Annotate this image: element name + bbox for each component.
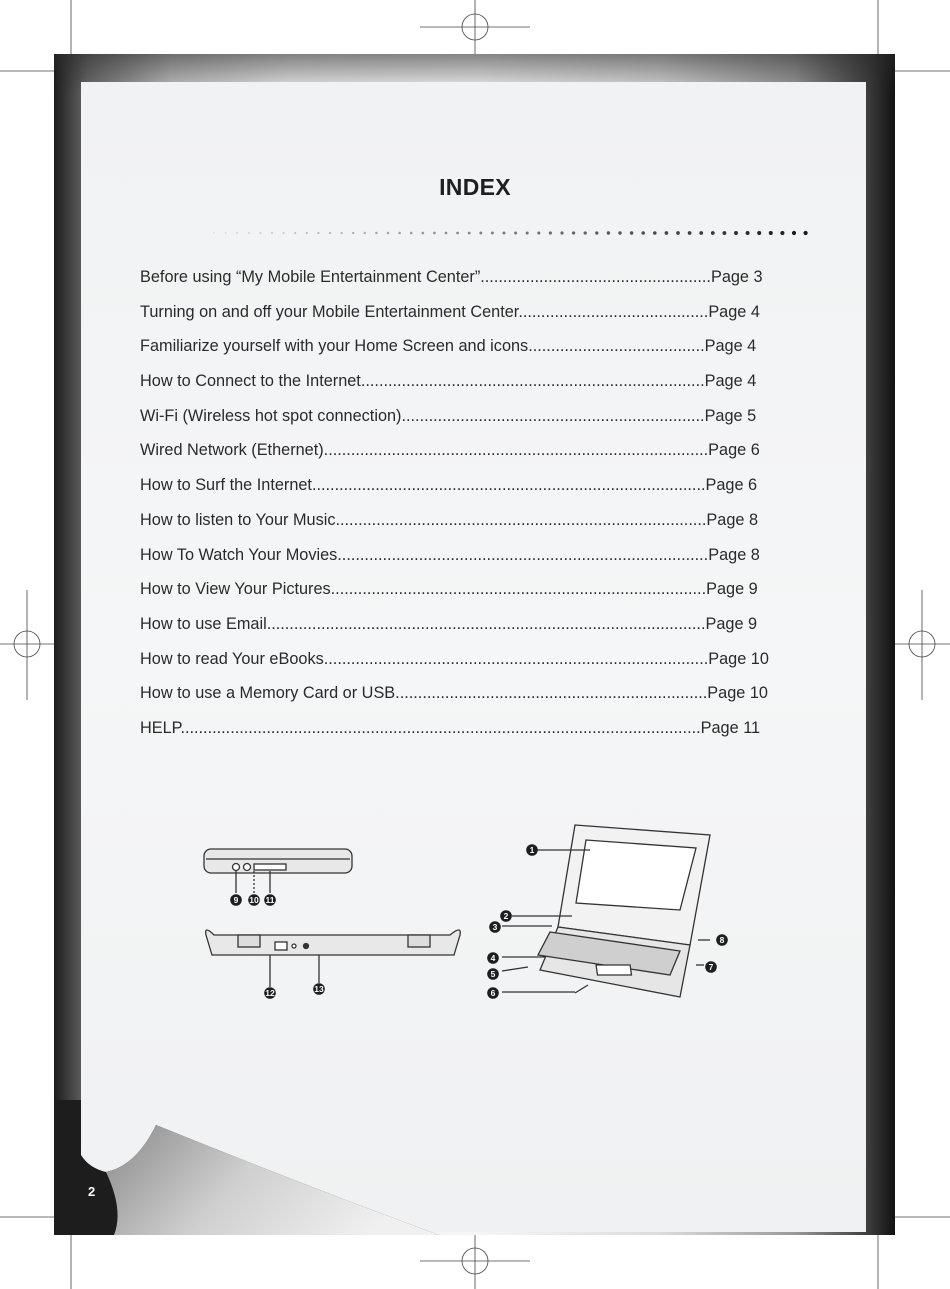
toc-entry-page: Page 9 bbox=[705, 614, 758, 633]
callout-7: 7 bbox=[708, 962, 714, 972]
divider-dot bbox=[433, 232, 436, 235]
divider-dot bbox=[526, 231, 529, 234]
divider-dot bbox=[676, 231, 680, 235]
divider-dot bbox=[352, 232, 354, 234]
divider-dot bbox=[445, 232, 448, 235]
divider-dot bbox=[306, 232, 308, 234]
divider-dot bbox=[584, 231, 587, 234]
divider-dot bbox=[468, 232, 471, 235]
divider-dot bbox=[769, 231, 773, 235]
toc-entry-page: Page 10 bbox=[708, 649, 769, 668]
divider-dot bbox=[225, 232, 227, 234]
page-number: 2 bbox=[88, 1184, 96, 1199]
side-view-drawing bbox=[204, 849, 352, 893]
divider-dot bbox=[236, 232, 238, 234]
divider-dot bbox=[514, 231, 517, 234]
toc-entry-page: Page 4 bbox=[708, 302, 760, 321]
divider-dot bbox=[641, 231, 645, 235]
toc-entry bbox=[140, 370, 820, 405]
divider-dot bbox=[549, 231, 552, 234]
divider-dot bbox=[317, 232, 319, 234]
toc-entry-page: Page 8 bbox=[708, 545, 760, 564]
toc-entry-title: Before using “My Mobile Entertainment Center” bbox=[140, 268, 481, 286]
toc-entry-page: Page 11 bbox=[700, 718, 761, 737]
toc-entry-title: Wired Network (Ethernet) bbox=[140, 441, 324, 460]
toc-entry bbox=[140, 474, 820, 509]
divider-dot bbox=[364, 232, 366, 234]
callout-6: 6 bbox=[490, 988, 496, 998]
table-of-contents bbox=[140, 266, 820, 752]
divider-dot bbox=[688, 231, 692, 235]
toc-entry-title: HELP bbox=[140, 718, 181, 737]
divider-dot bbox=[665, 231, 669, 235]
toc-entry-title: Familiarize yourself with your Home Screen and icons bbox=[140, 337, 529, 356]
toc-entry-leader-dots: ................................................................................... bbox=[330, 580, 707, 599]
divider-dot bbox=[248, 232, 250, 234]
divider-dot bbox=[560, 231, 563, 234]
toc-entry-title: How to View Your Pictures bbox=[140, 580, 331, 599]
callout-2: 2 bbox=[503, 911, 509, 921]
toc-entry bbox=[140, 301, 820, 336]
toc-entry bbox=[140, 717, 820, 752]
toc-entry bbox=[140, 648, 820, 683]
toc-entry-leader-dots: ............................................................................ bbox=[360, 372, 705, 391]
divider-dot bbox=[653, 231, 657, 235]
divider-dot bbox=[780, 231, 784, 235]
callout-4: 4 bbox=[490, 953, 496, 963]
divider-dot bbox=[757, 231, 761, 235]
dotted-divider bbox=[210, 226, 820, 240]
divider-dot bbox=[479, 232, 482, 235]
callout-11: 11 bbox=[265, 895, 275, 905]
divider-dot bbox=[213, 232, 215, 234]
toc-entry-title: How to Surf the Internet bbox=[140, 476, 312, 495]
divider-dot bbox=[259, 232, 261, 234]
callout-3: 3 bbox=[492, 922, 498, 932]
device-illustration bbox=[180, 815, 780, 1015]
callout-8: 8 bbox=[719, 935, 725, 945]
callout-12: 12 bbox=[265, 988, 275, 998]
divider-dot bbox=[792, 231, 796, 235]
divider-dot bbox=[329, 232, 331, 234]
toc-entry bbox=[140, 613, 820, 648]
divider-dot bbox=[746, 231, 750, 235]
divider-dot bbox=[503, 232, 506, 235]
toc-entry-page: Page 3 bbox=[710, 268, 763, 286]
divider-dot bbox=[294, 232, 296, 234]
toc-entry-leader-dots: ................................................................................................................... bbox=[180, 718, 701, 737]
divider-dot bbox=[804, 231, 808, 235]
toc-entry-page: Page 6 bbox=[705, 476, 758, 495]
toc-entry-title: How to read Your eBooks bbox=[140, 649, 324, 668]
divider-dot bbox=[421, 232, 424, 235]
back-view-drawing bbox=[206, 930, 461, 987]
divider-dot bbox=[595, 231, 598, 234]
toc-entry-leader-dots: ..................................................................................... bbox=[323, 649, 709, 668]
callout-1: 1 bbox=[529, 845, 535, 855]
toc-entry bbox=[140, 509, 820, 544]
toc-entry-leader-dots: .......................................... bbox=[518, 302, 709, 321]
callout-10: 10 bbox=[249, 895, 259, 905]
toc-entry bbox=[140, 439, 820, 474]
divider-dot bbox=[398, 232, 401, 235]
divider-dot bbox=[410, 232, 413, 235]
toc-entry-title: How to use a Memory Card or USB bbox=[140, 684, 396, 703]
toc-entry bbox=[140, 405, 820, 440]
toc-entry-leader-dots: ..................................................................... bbox=[395, 684, 708, 703]
toc-entry-title: How To Watch Your Movies bbox=[140, 545, 338, 564]
toc-entry bbox=[140, 544, 820, 579]
toc-entry-page: Page 5 bbox=[704, 406, 757, 425]
toc-entry-leader-dots: .................................................................................. bbox=[335, 510, 707, 529]
divider-dot bbox=[572, 231, 575, 234]
toc-entry-leader-dots: ....................................... bbox=[528, 337, 705, 356]
divider-dot bbox=[618, 231, 621, 234]
toc-entry-leader-dots: ..................................................................................... bbox=[323, 441, 709, 460]
divider-dot bbox=[699, 231, 703, 235]
toc-entry-title: Wi-Fi (Wireless hot spot connection) bbox=[140, 406, 402, 425]
toc-entry bbox=[140, 682, 820, 717]
toc-entry-page: Page 10 bbox=[707, 684, 768, 703]
divider-dot bbox=[630, 231, 633, 234]
toc-entry-title: Turning on and off your Mobile Entertainment Center bbox=[140, 302, 519, 321]
toc-entry-title: How to use Email bbox=[140, 614, 267, 633]
toc-entry-leader-dots: ................................................................................................. bbox=[266, 614, 706, 633]
divider-dot bbox=[734, 231, 738, 235]
toc-entry bbox=[140, 578, 820, 613]
index-title: INDEX bbox=[439, 174, 511, 200]
divider-dot bbox=[711, 231, 715, 235]
divider-dot bbox=[537, 231, 540, 234]
callout-9: 9 bbox=[233, 895, 239, 905]
toc-entry-leader-dots: ................................................................... bbox=[401, 406, 705, 425]
divider-dot bbox=[607, 231, 610, 234]
divider-dot bbox=[340, 232, 342, 234]
toc-entry-title: How to Connect to the Internet bbox=[140, 372, 361, 391]
toc-entry-page: Page 9 bbox=[706, 580, 758, 599]
divider-dot bbox=[387, 232, 390, 235]
toc-entry-title: How to listen to Your Music bbox=[140, 510, 336, 529]
divider-dot bbox=[375, 232, 377, 234]
divider-dot bbox=[491, 232, 494, 235]
callout-13: 13 bbox=[314, 984, 324, 994]
divider-dot bbox=[722, 231, 726, 235]
toc-entry bbox=[140, 335, 820, 370]
toc-entry-leader-dots: .................................................................................. bbox=[337, 545, 709, 564]
toc-entry bbox=[140, 266, 820, 301]
toc-entry-page: Page 4 bbox=[704, 372, 757, 391]
toc-entry-leader-dots: ................................................... bbox=[480, 268, 711, 286]
toc-entry-page: Page 8 bbox=[706, 510, 759, 529]
toc-entry-page: Page 6 bbox=[708, 441, 760, 460]
toc-entry-page: Page 4 bbox=[704, 337, 757, 356]
toc-entry-leader-dots: ....................................................................................... bbox=[311, 476, 706, 495]
callout-5: 5 bbox=[490, 969, 496, 979]
divider-dot bbox=[456, 232, 459, 235]
divider-dot bbox=[271, 232, 273, 234]
divider-dot bbox=[283, 232, 285, 234]
